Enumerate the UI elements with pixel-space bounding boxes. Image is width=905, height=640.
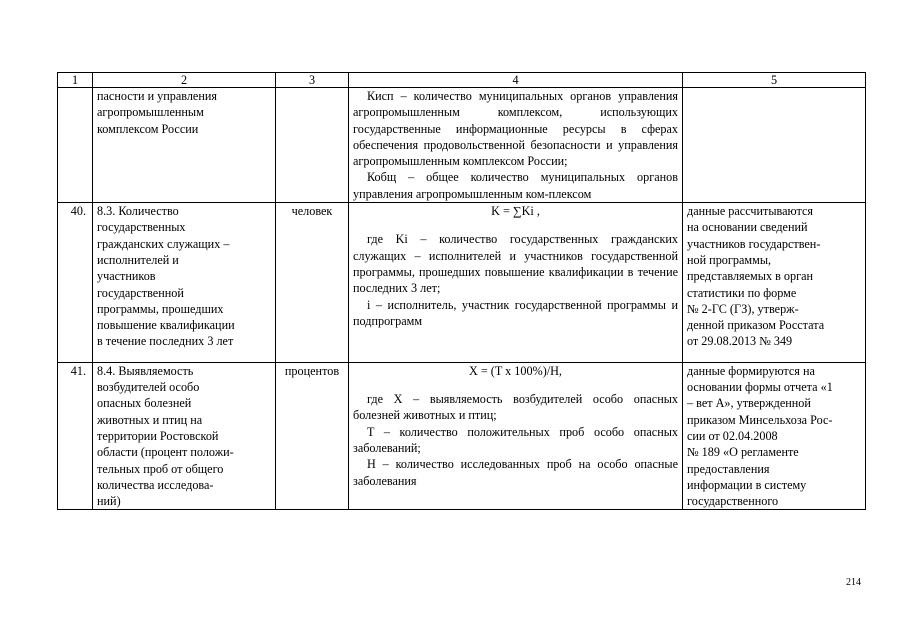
- row-number: 40.: [58, 203, 93, 363]
- text-line: участников государствен-: [687, 236, 821, 251]
- text-line: данные формируются на: [687, 363, 815, 378]
- text-line: гражданских служащих –: [97, 236, 230, 251]
- data-source: [683, 362, 866, 510]
- text-line: государственной: [97, 285, 184, 300]
- text-line: приказом Минсельхоза Рос-: [687, 412, 833, 427]
- formula-description: H – количество исследованных проб на особо опасные заболевания: [353, 457, 678, 488]
- text-line: основании формы отчета «1: [687, 380, 833, 395]
- calculation-method: [349, 203, 683, 363]
- formula-description: Кисп – количество муниципальных органов управления агропромышленным комплексом, использующих государственные информационные ресурсы в сферах обеспечения продовольственной безопасности и управления агропромышленным комплексом России;: [353, 89, 678, 169]
- text-line: возбудителей особо: [97, 380, 200, 395]
- text-line: 8.3. Количество: [97, 204, 179, 219]
- text-line: повышение квалификации: [97, 318, 235, 333]
- formula-description: i – исполнитель, участник государственной программы и подпрограмм: [353, 297, 678, 328]
- table-row-40: [58, 203, 866, 363]
- text-line: на основании сведений: [687, 220, 808, 235]
- text-line: животных и птиц на: [97, 412, 203, 427]
- text-line: участников: [97, 269, 156, 284]
- text-line: ной программы,: [687, 252, 772, 267]
- indicator-name: [93, 88, 276, 203]
- table-row-continued: [58, 88, 866, 203]
- header-col-5: 5: [683, 73, 866, 88]
- text-line: пасности и управления: [97, 89, 217, 103]
- text-line: комплексом России: [97, 121, 199, 136]
- row-number: 41.: [58, 362, 93, 510]
- text-line: денной приказом Росстата: [687, 318, 825, 333]
- text-line: государственного: [687, 494, 779, 509]
- text-line: № 2-ГС (ГЗ), утверж-: [687, 301, 799, 316]
- text-line: программы, прошедших: [97, 301, 224, 316]
- text-line: от 29.08.2013 № 349: [687, 334, 793, 349]
- table-row-41: [58, 362, 866, 510]
- text-line: опасных болезней: [97, 396, 192, 411]
- text-line: представляемых в орган: [687, 269, 814, 284]
- text-line: тельных проб от общего: [97, 461, 224, 476]
- text-line: информации в систему: [687, 477, 807, 492]
- page-number: 214: [846, 577, 861, 588]
- header-col-2: 2: [93, 73, 276, 88]
- text-line: количества исследова-: [97, 477, 214, 492]
- text-line: сии от 02.04.2008: [687, 428, 778, 443]
- text-line: государственных: [97, 220, 186, 235]
- text-line: агропромышленным: [97, 105, 204, 120]
- header-col-4: 4: [349, 73, 683, 88]
- header-col-3: 3: [276, 73, 349, 88]
- formula: X = (T x 100%)/H,: [469, 363, 562, 378]
- text-line: области (процент положи-: [97, 445, 234, 460]
- formula-description: Кобщ – общее количество муниципальных органов управления агропромышленным ком-плексом: [353, 170, 678, 201]
- text-line: в течение последних 3 лет: [97, 334, 234, 349]
- indicator-name: [93, 203, 276, 363]
- calculation-method: [349, 362, 683, 510]
- formula: K = ∑Ki ,: [491, 204, 540, 219]
- header-col-1: 1: [58, 73, 93, 88]
- data-source: [683, 203, 866, 363]
- text-line: исполнителей и: [97, 252, 179, 267]
- data-source: [683, 88, 866, 203]
- row-number: [58, 88, 93, 203]
- indicators-table: [57, 72, 866, 510]
- formula-description: где Ki – количество государственных гражданских служащих – исполнителей и участников государственной программы, прошедших повышение квалификации в течение последних 3 лет;: [353, 232, 678, 296]
- text-line: предоставления: [687, 461, 770, 476]
- unit: человек: [276, 203, 349, 363]
- formula-description: где X – выявляемость возбудителей особо опасных болезней животных и птиц;: [353, 392, 678, 423]
- unit: процентов: [276, 362, 349, 510]
- text-line: № 189 «О регламенте: [687, 445, 799, 460]
- text-line: – вет А», утвержденной: [687, 396, 811, 411]
- indicator-name: [93, 362, 276, 510]
- table-header-row: [58, 73, 866, 88]
- unit: [276, 88, 349, 203]
- text-line: статистики по форме: [687, 285, 797, 300]
- text-line: данные рассчитываются: [687, 204, 813, 219]
- formula-description: T – количество положительных проб особо опасных заболеваний;: [353, 424, 678, 455]
- calculation-method: [349, 88, 683, 203]
- text-line: территории Ростовской: [97, 428, 219, 443]
- text-line: 8.4. Выявляемость: [97, 363, 194, 378]
- text-line: ний): [97, 494, 121, 509]
